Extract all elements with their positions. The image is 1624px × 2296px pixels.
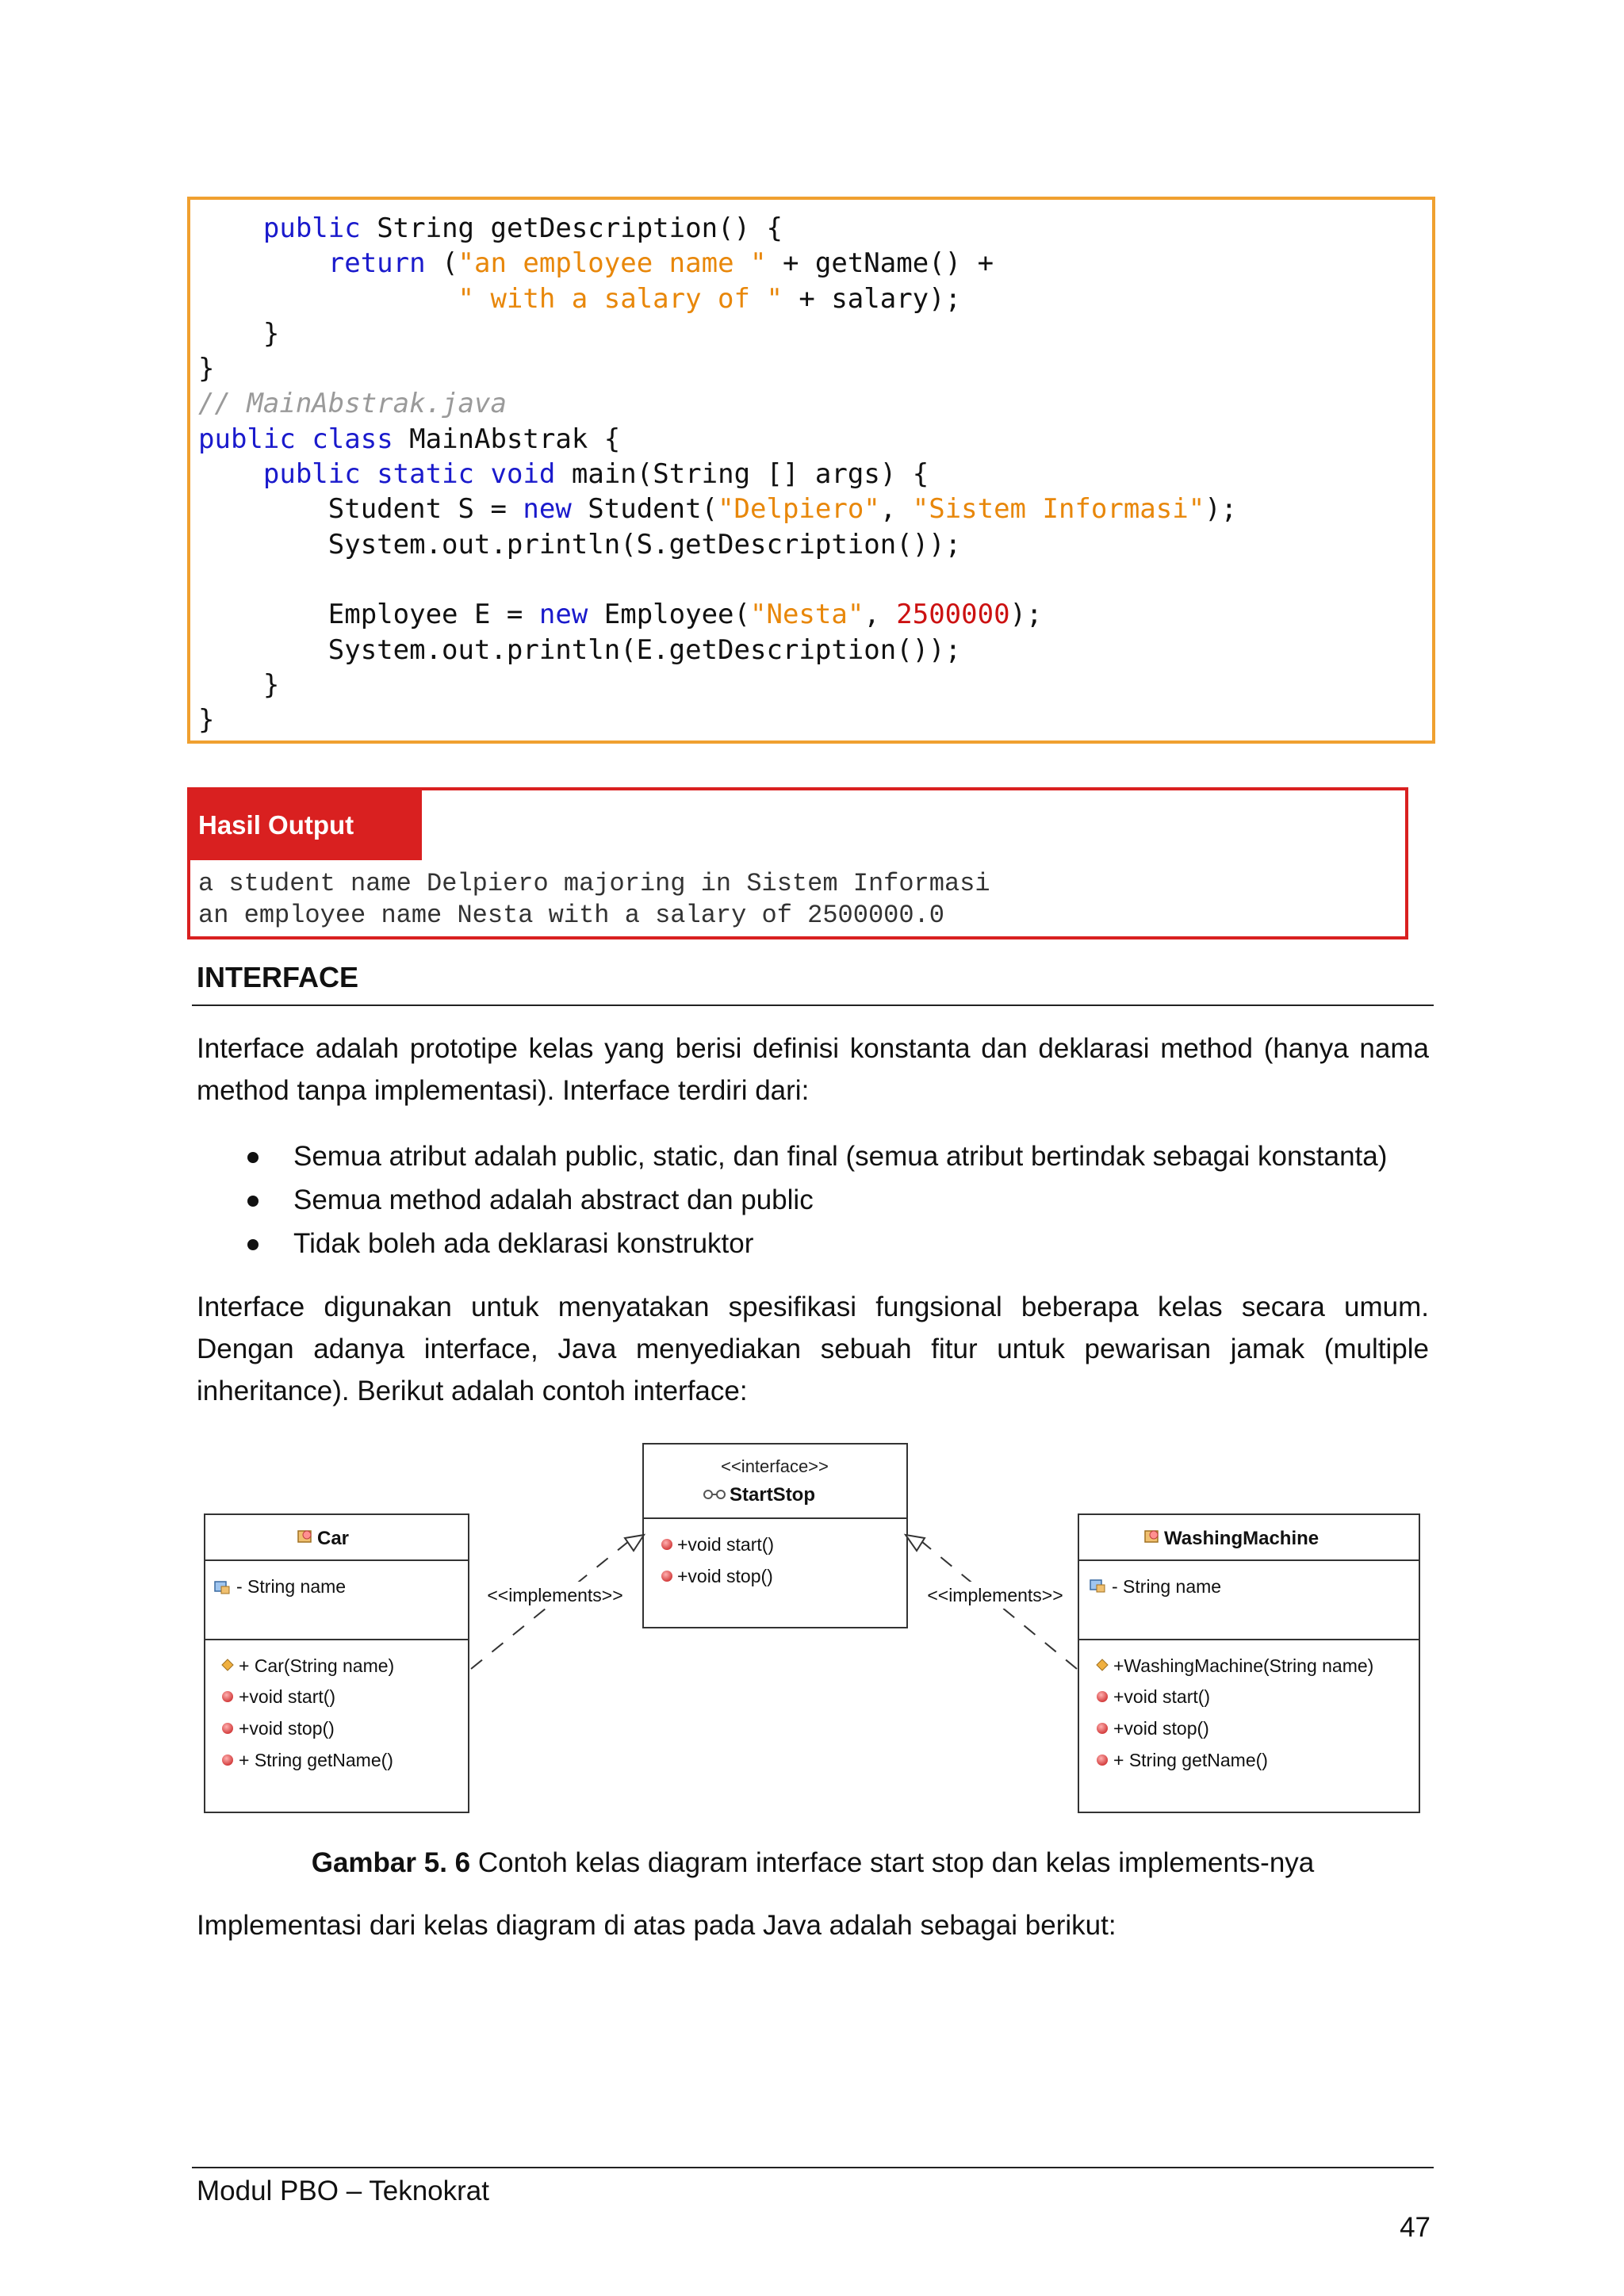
code-line: [198, 599, 1043, 630]
implements-label: <<implements>>: [927, 1585, 1063, 1605]
footer-text: Modul PBO – Teknokrat: [197, 2175, 489, 2206]
code-token: Employee(: [588, 599, 750, 631]
method-icon: [661, 1571, 672, 1582]
bullet-icon: [247, 1239, 259, 1250]
code-token: [474, 458, 490, 490]
class-method: +WashingMachine(String name): [1113, 1655, 1374, 1676]
realization-arrowhead: [625, 1535, 644, 1551]
code-token: // MainAbstrak.java: [198, 388, 507, 420]
code-token: + salary);: [782, 282, 962, 315]
code-token: }: [198, 317, 280, 350]
code-line: [198, 247, 994, 279]
uml-class-diagram: [198, 1439, 1427, 1820]
code-token: );: [1205, 493, 1238, 526]
output-line: an employee name Nesta with a salary of 2500000.0: [198, 901, 944, 930]
code-token: public: [262, 458, 361, 491]
section-heading: INTERFACE: [197, 961, 359, 993]
code-token: [296, 423, 312, 455]
code-token: ,: [879, 493, 913, 526]
code-line: [198, 353, 214, 385]
page-number: 47: [1400, 2212, 1431, 2243]
code-token: void: [490, 458, 556, 491]
class-name: Car: [317, 1528, 350, 1549]
class-method: + String getName(): [239, 1750, 393, 1770]
code-line: [198, 423, 620, 455]
implements-connector-right: [906, 1535, 1077, 1669]
list-item: Semua atribut adalah public, static, dan final (semua atribut bertindak sebagai konstanta): [238, 1135, 1427, 1178]
code-token: ,: [864, 599, 897, 631]
code-token: System.out.println(S.getDescription());: [198, 528, 962, 561]
code-token: "Sistem Informasi": [912, 493, 1205, 526]
class-car-box: [205, 1514, 469, 1812]
code-line: [198, 493, 1237, 525]
code-token: }: [198, 704, 215, 737]
output-text: [198, 868, 990, 932]
class-method: + String getName(): [1113, 1750, 1268, 1770]
code-token: Student S =: [198, 493, 523, 526]
code-token: );: [1009, 599, 1043, 631]
code-token: "Delpiero": [718, 493, 880, 526]
class-method: +void start(): [1113, 1686, 1211, 1707]
interface-name: StartStop: [730, 1484, 815, 1506]
code-token: 2500000: [896, 599, 1010, 631]
interface-stereotype: <<interface>>: [721, 1456, 829, 1476]
method-icon: [1097, 1723, 1108, 1734]
paragraph-implementation: Implementasi dari kelas diagram di atas pada Java adalah sebagai berikut:: [197, 1910, 1116, 1941]
bullet-list: [238, 1135, 1427, 1265]
method-icon: [661, 1539, 672, 1550]
code-token: String getDescription() {: [360, 212, 783, 244]
class-icon: [298, 1531, 311, 1542]
code-token: static: [377, 458, 475, 491]
output-line: a student name Delpiero majoring in Sistem Informasi: [198, 869, 990, 898]
code-token: Student(: [571, 493, 718, 526]
code-block: [187, 197, 1435, 744]
code-line: [198, 529, 961, 561]
class-icon: [1145, 1531, 1158, 1542]
implements-connector-left: [471, 1535, 644, 1669]
list-item: Semua method adalah abstract dan public: [238, 1178, 1427, 1222]
section-divider: [192, 1004, 1434, 1006]
figure-label: Gambar 5. 6: [311, 1847, 471, 1878]
code-token: }: [198, 353, 215, 385]
code-token: MainAbstrak {: [393, 423, 621, 455]
method-icon: [222, 1691, 233, 1702]
output-block: [187, 787, 1408, 939]
class-method: +void stop(): [239, 1718, 335, 1739]
class-attribute: - String name: [1112, 1576, 1222, 1597]
code-token: (: [425, 247, 458, 280]
code-token: Employee E =: [198, 599, 539, 631]
code-token: class: [312, 423, 393, 455]
code-token: System.out.println(E.getDescription());: [198, 633, 962, 666]
code-line: [198, 283, 961, 315]
code-line: [198, 388, 507, 419]
code-token: " with a salary of ": [458, 282, 783, 315]
code-token: "Nesta": [750, 599, 864, 631]
class-washingmachine-box: [1078, 1514, 1419, 1812]
code-token: return: [327, 247, 426, 280]
code-line: [198, 634, 961, 666]
figure-caption: [197, 1847, 1429, 1879]
code-token: public: [262, 212, 361, 244]
code-token: [198, 458, 263, 490]
method-icon: [1097, 1755, 1108, 1766]
method-icon: [1097, 1691, 1108, 1702]
class-method: +void stop(): [1113, 1718, 1209, 1739]
figure-caption-text: Contoh kelas diagram interface start stop dan kelas implements-nya: [470, 1847, 1315, 1878]
paragraph-usage: Interface digunakan untuk menyatakan spesifikasi fungsional beberapa kelas secara umum. Dengan adanya interface, Java menyediakan sebuah fitur untuk pewarisan jamak (multiple inheritance). Berikut adalah contoh interface:: [197, 1292, 1429, 1406]
code-token: }: [198, 668, 280, 701]
list-item: Tidak boleh ada deklarasi konstruktor: [238, 1222, 1427, 1265]
code-token: [361, 458, 377, 490]
code-token: [198, 212, 263, 244]
implements-label: <<implements>>: [487, 1585, 623, 1605]
code-line: [198, 669, 279, 701]
code-token: main(String [] args) {: [555, 458, 929, 491]
footer-divider: [192, 2167, 1434, 2168]
code-token: new: [538, 599, 588, 631]
class-method: +void start(): [239, 1686, 336, 1707]
code-line: [198, 458, 929, 490]
code-token: new: [523, 493, 572, 526]
code-token: public: [198, 423, 296, 455]
code-token: "an employee name ": [458, 247, 767, 280]
interface-startstop-box: [643, 1444, 907, 1628]
code-token: [198, 247, 328, 279]
code-line: [198, 318, 279, 350]
bullet-icon: [247, 1196, 259, 1207]
class-attribute: - String name: [236, 1576, 347, 1597]
code-line: [198, 704, 214, 736]
interface-method: +void start(): [677, 1534, 775, 1555]
code-listing: [198, 211, 1237, 737]
class-name: WashingMachine: [1164, 1528, 1320, 1549]
method-icon: [222, 1723, 233, 1734]
realization-arrowhead: [906, 1535, 925, 1551]
code-token: + getName() +: [766, 247, 994, 280]
code-token: [198, 283, 458, 315]
interface-method: +void stop(): [677, 1566, 773, 1586]
output-header: Hasil Output: [190, 790, 422, 860]
method-icon: [222, 1755, 233, 1766]
bullet-icon: [247, 1152, 259, 1163]
class-method: + Car(String name): [239, 1655, 395, 1676]
paragraph-intro: Interface adalah prototipe kelas yang berisi definisi konstanta dan deklarasi method (hanya nama method tanpa implementasi). Interface terdiri dari:: [197, 1033, 1429, 1106]
code-line: [198, 212, 783, 244]
